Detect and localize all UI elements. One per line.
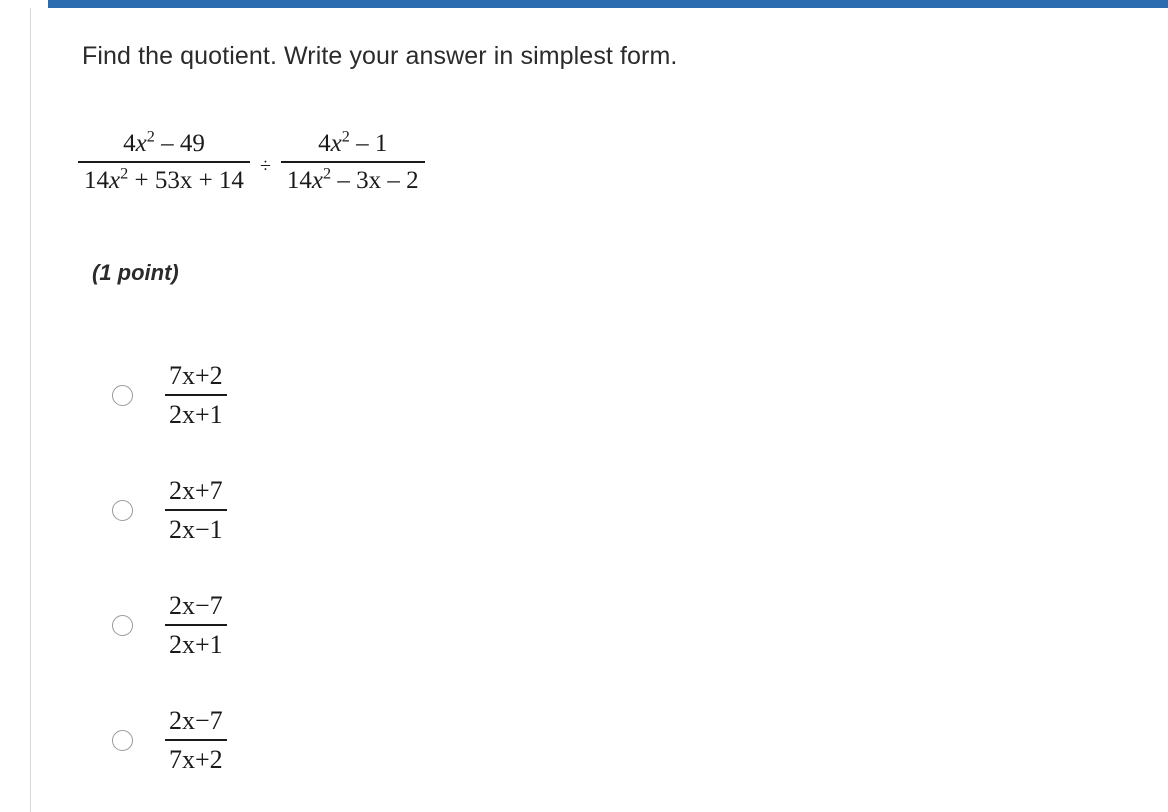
right-num-var: x [330, 130, 342, 157]
left-den-exp: 2 [120, 164, 129, 183]
right-fraction-numerator [312, 127, 393, 161]
option-1-fraction [165, 361, 227, 430]
answer-option[interactable] [112, 338, 612, 453]
right-num-rest: – 1 [349, 130, 388, 157]
radio-button-option-4[interactable] [112, 730, 133, 751]
math-expression [78, 127, 425, 195]
option-2-denominator: 2x−1 [169, 515, 223, 544]
right-num-coef: 4 [318, 130, 331, 157]
right-den-exp: 2 [323, 164, 332, 183]
question-prompt: Find the quotient. Write your answer in simplest form. [82, 42, 678, 70]
answer-option[interactable] [112, 453, 612, 568]
right-fraction-denominator [281, 163, 425, 195]
right-fraction [281, 127, 425, 195]
left-num-coef: 4 [123, 130, 136, 157]
radio-button-option-3[interactable] [112, 615, 133, 636]
left-num-exp: 2 [146, 127, 155, 146]
left-fraction-numerator [117, 127, 211, 161]
right-den-coef: 14 [286, 167, 312, 194]
left-fraction [78, 127, 250, 195]
right-den-rest: – 3x – 2 [331, 167, 419, 194]
left-num-rest: – 49 [154, 130, 205, 157]
option-4-numerator: 2x−7 [169, 706, 223, 735]
left-den-coef: 14 [84, 167, 109, 194]
option-3-denominator: 2x+1 [169, 630, 223, 659]
right-num-exp: 2 [341, 127, 350, 146]
radio-button-option-2[interactable] [112, 500, 133, 521]
option-4-denominator: 7x+2 [169, 745, 223, 774]
option-3-fraction [165, 591, 227, 660]
option-1-numerator: 7x+2 [169, 361, 223, 390]
points-label: (1 point) [92, 260, 179, 285]
option-2-fraction [165, 476, 227, 545]
option-2-numerator: 2x+7 [169, 476, 223, 505]
left-den-rest: + 53x + 14 [128, 167, 244, 194]
option-3-numerator: 2x−7 [169, 591, 223, 620]
option-1-denominator: 2x+1 [169, 400, 223, 429]
question-page [0, 8, 1168, 812]
left-den-var: x [109, 167, 121, 194]
left-fraction-denominator [78, 163, 250, 195]
division-operator: ÷ [259, 155, 271, 177]
answer-option[interactable] [112, 568, 612, 683]
radio-button-option-1[interactable] [112, 385, 133, 406]
accent-top-bar [48, 0, 1168, 8]
answer-option[interactable] [112, 683, 612, 798]
option-4-fraction [165, 706, 227, 775]
right-den-var: x [311, 167, 324, 194]
left-num-var: x [135, 130, 147, 157]
answer-options [112, 338, 612, 798]
